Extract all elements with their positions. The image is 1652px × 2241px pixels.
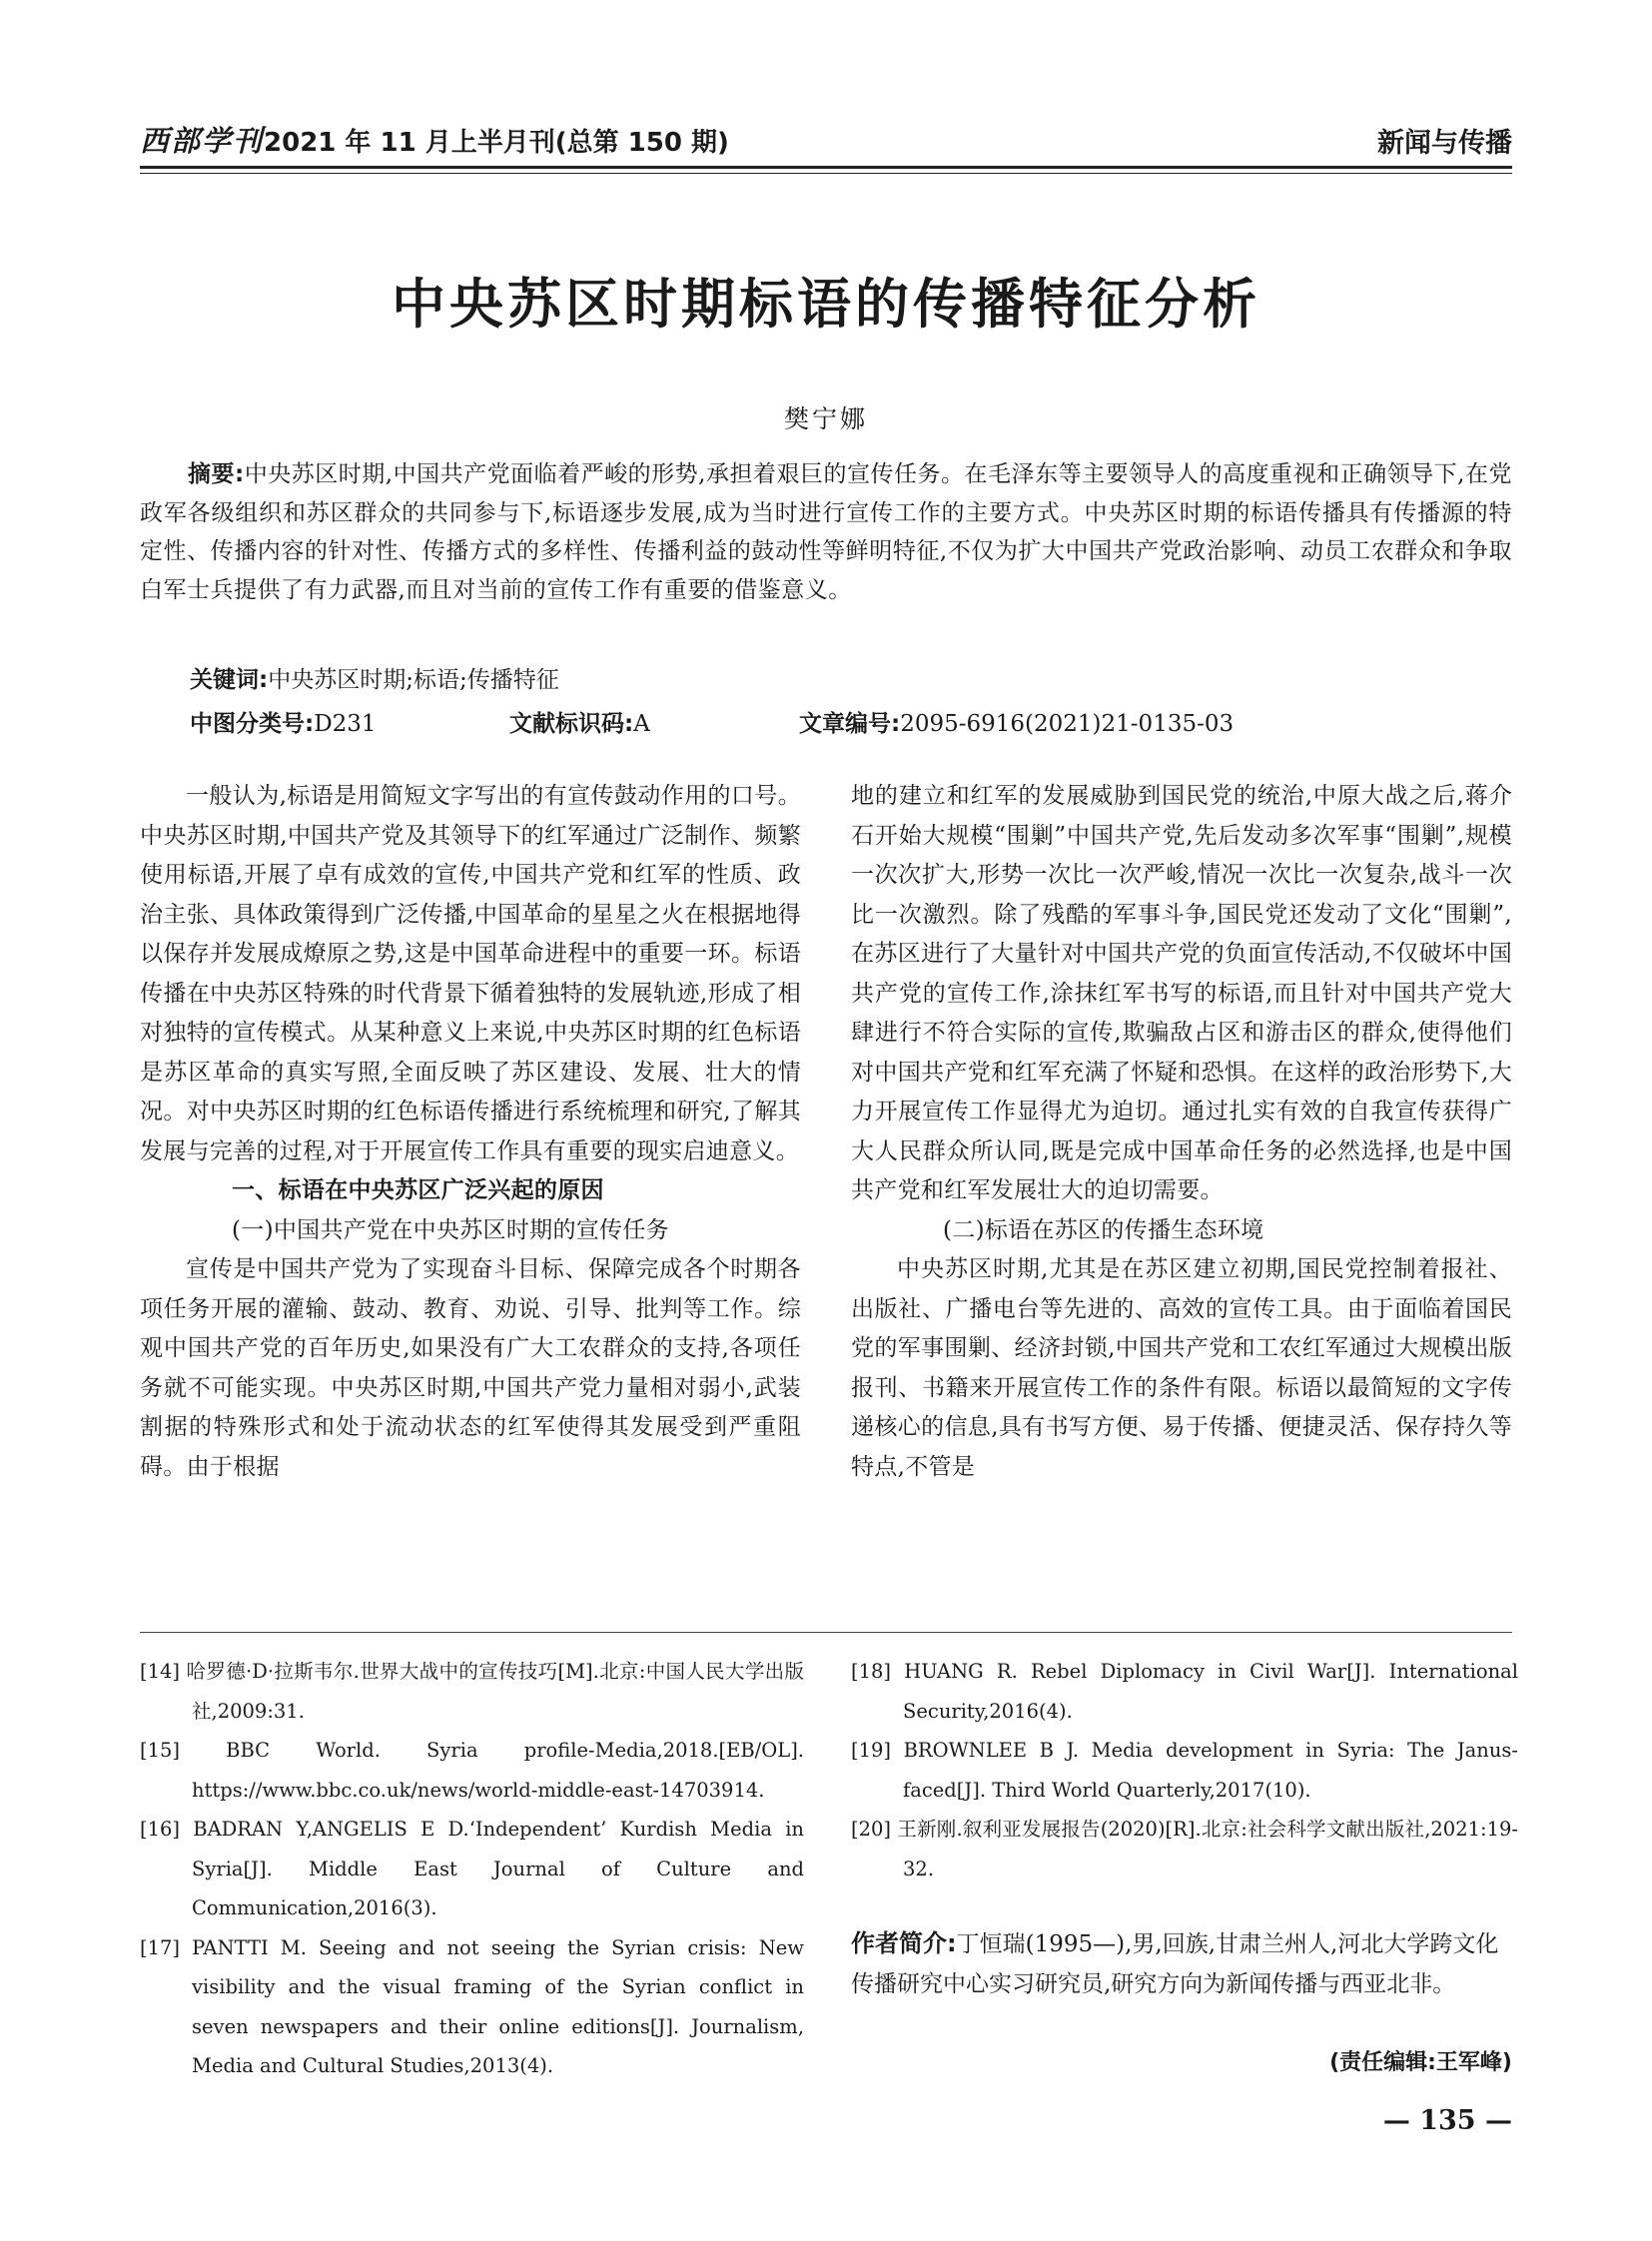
- header-left: [140, 119, 729, 160]
- page-number: — 135 —: [1382, 2105, 1512, 2136]
- article-author: 樊宁娜: [783, 404, 868, 433]
- references-right: [851, 1652, 1518, 1888]
- section-heading: 一、标语在中央苏区广泛兴起的原因: [232, 1177, 604, 1203]
- keywords: [190, 661, 559, 694]
- body-paragraph: 宣传是中国共产党为了实现奋斗目标、保障完成各个时期各项任务开展的灌输、鼓动、教育、劝说、引导、批判等工作。综观中国共产党的百年历史,如果没有广大工农群众的支持,各项任务就不可能实现。中央苏区时期,中国共产党力量相对弱小,武装割据的特殊形式和处于流动状态的红军使得其发展受到严重阻碍。由于根据: [140, 1256, 801, 1480]
- body-paragraph: 地的建立和红军的发展威胁到国民党的统治,中原大战之后,蒋介石开始大规模“围剿”中国共产党,先后发动多次军事“围剿”,规模一次次扩大,形势一次比一次严峻,情况一次比一次复杂,战斗一次比一次激烈。除了残酷的军事斗争,国民党还发动了文化“围剿”,在苏区进行了大量针对中国共产党的负面宣传活动,不仅破坏中国共产党的宣传工作,涂抹红军书写的标语,而且针对中国共产党大肆进行不符合实际的宣传,欺骗敌占区和游击区的群众,使得他们对中国共产党和红军充满了怀疑和恐惧。在这样的政治形势下,大力开展宣传工作显得尤为迫切。通过扎实有效的自我宣传获得广大人民群众所认同,既是完成中国革命任务的必然选择,也是中国共产党和红军发展壮大的迫切需要。: [851, 783, 1512, 1203]
- responsible-editor: (责任编辑:王军峰): [1329, 2050, 1512, 2075]
- clc-label: 中图分类号:: [190, 711, 315, 737]
- body-column-right: [851, 777, 1512, 1487]
- section-name: 新闻与传播: [1377, 128, 1512, 159]
- body-paragraph: 中央苏区时期,尤其是在苏区建立初期,国民党控制着报社、出版社、广播电台等先进的、高效的宣传工具。由于面临着国民党的军事围剿、经济封锁,中国共产党和工农红军通过大规模出版报刊、书籍来开展宣传工作的条件有限。标语以最简短的文字传递核心的信息,具有书写方便、易于传播、便捷灵活、保存持久等特点,不管是: [851, 1256, 1512, 1480]
- classification-line: [190, 705, 1518, 738]
- abstract-text: 中央苏区时期,中国共产党面临着严峻的形势,承担着艰巨的宣传任务。在毛泽东等主要领导人的高度重视和正确领导下,在党政军各级组织和苏区群众的共同参与下,标语逐步发展,成为当时进行宣传工作的主要方式。中央苏区时期的标语传播具有传播源的特定性、传播内容的针对性、传播方式的多样性、传播利益的鼓动性等鲜明特征,不仅为扩大中国共产党政治影响、动员工农群众和争取白军士兵提供了有力武器,而且对当前的宣传工作有重要的借鉴意义。: [140, 461, 1512, 603]
- reference-item: [19] BROWNLEE B J. Media development in Syria: The Janus-faced[J]. Third World Quarterly,2017(10).: [851, 1739, 1518, 1802]
- subsection-heading: (二)标语在苏区的传播生态环境: [943, 1216, 1264, 1243]
- article-no-value: 2095-6916(2021)21-0135-03: [900, 711, 1235, 737]
- issue-info: 2021 年 11 月上半月刊(总第 150 期): [264, 128, 729, 158]
- clc-value: D231: [314, 711, 377, 737]
- doc-code-value: A: [633, 711, 650, 737]
- abstract-label: 摘要:: [188, 461, 245, 487]
- references-rule: [140, 1632, 1512, 1633]
- reference-item: [14] 哈罗德·D·拉斯韦尔.世界大战中的宣传技巧[M].北京:中国人民大学出版社,2009:31.: [140, 1660, 804, 1723]
- abstract: [140, 455, 1512, 609]
- author-bio-text: 丁恒瑞(1995—),男,回族,甘肃兰州人,河北大学跨文化传播研究中心实习研究员,研究方向为新闻传播与西亚北非。: [851, 1931, 1499, 1997]
- keywords-text: 中央苏区时期;标语;传播特征: [268, 667, 559, 693]
- journal-logo: 西部学刊: [140, 124, 265, 158]
- article-title: 中央苏区时期标语的传播特征分析: [392, 273, 1260, 336]
- reference-item: [20] 王新刚.叙利亚发展报告(2020)[R].北京:社会科学文献出版社,2021:19-32.: [851, 1818, 1518, 1880]
- header-rule: [140, 166, 1512, 174]
- article-no-label: 文章编号:: [799, 711, 901, 737]
- reference-item: [17] PANTTI M. Seeing and not seeing the Syrian crisis: New visibility and the visual framing of the Syrian conflict in seven newspapers and their online editions[J]. Journalism, Media and Cultural Studies,2013(4).: [140, 1935, 804, 2077]
- reference-item: [18] HUANG R. Rebel Diplomacy in Civil War[J]. International Security,2016(4).: [851, 1660, 1518, 1723]
- running-header: [140, 114, 1512, 160]
- body-column-left: [140, 777, 801, 1487]
- keywords-label: 关键词:: [190, 667, 269, 693]
- doc-code-label: 文献标识码:: [509, 711, 634, 737]
- body-paragraph: 一般认为,标语是用简短文字写出的有宣传鼓动作用的口号。中央苏区时期,中国共产党及其领导下的红军通过广泛制作、频繁使用标语,开展了卓有成效的宣传,中国共产党和红军的性质、政治主张、具体政策得到广泛传播,中国革命的星星之火在根据地得以保存并发展成燎原之势,这是中国革命进程中的重要一环。标语传播在中央苏区特殊的时代背景下循着独特的发展轨迹,形成了相对独特的宣传模式。从某种意义上来说,中央苏区时期的红色标语是苏区革命的真实写照,全面反映了苏区建设、发展、壮大的情况。对中央苏区时期的红色标语传播进行系统梳理和研究,了解其发展与完善的过程,对于开展宣传工作具有重要的现实启迪意义。: [140, 783, 801, 1164]
- author-bio-label: 作者简介:: [851, 1929, 957, 1957]
- author-bio: [851, 1923, 1518, 2004]
- reference-item: [15] BBC World. Syria profile-Media,2018.[EB/OL]. https://www.bbc.co.uk/news/world-middle-east-14703914.: [140, 1739, 804, 1802]
- references-left: [140, 1652, 804, 2086]
- reference-item: [16] BADRAN Y,ANGELIS E D.‘Independent’ Kurdish Media in Syria[J]. Middle East Journal of Culture and Communication,2016(3).: [140, 1818, 804, 1919]
- subsection-heading: (一)中国共产党在中央苏区时期的宣传任务: [232, 1216, 669, 1243]
